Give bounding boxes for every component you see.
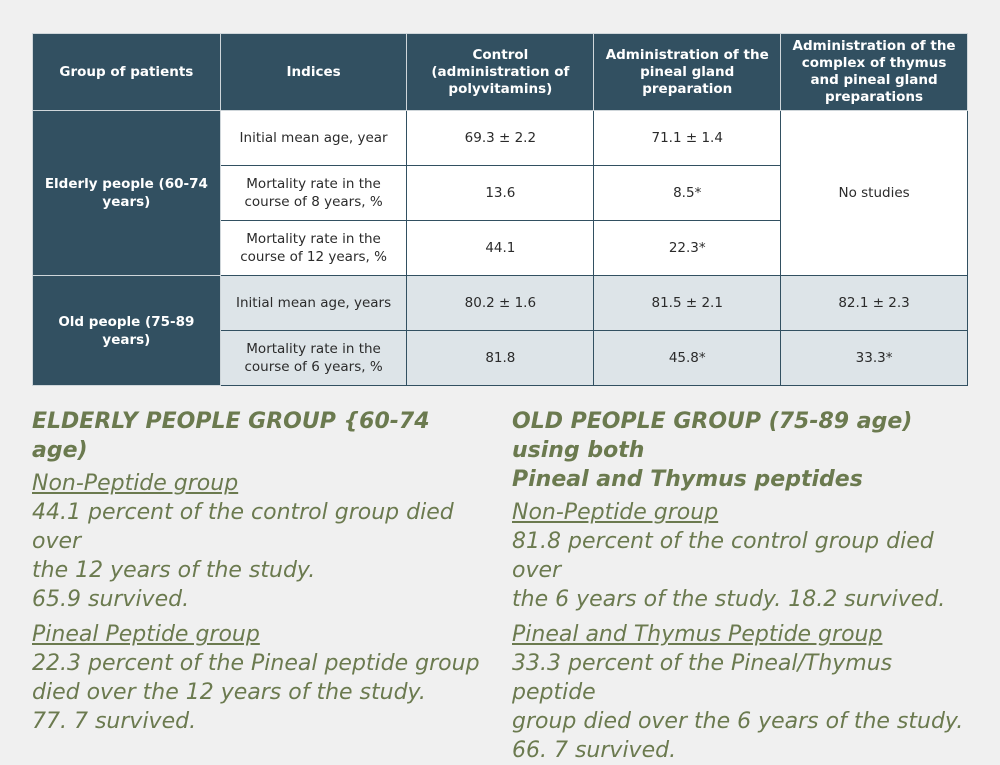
note-line: 81.8 percent of the control group died over — [512, 529, 934, 583]
table-header-row — [33, 34, 968, 111]
note-line: 77. 7 survived. — [32, 709, 197, 734]
table-row — [33, 111, 968, 166]
elderly-non-peptide-title: Non-Peptide group — [32, 471, 239, 496]
index-cell: Mortality rate in the course of 8 years, % — [220, 166, 407, 221]
control-cell: 13.6 — [407, 166, 594, 221]
elderly-heading: ELDERLY PEOPLE GROUP {60-74 age) — [32, 409, 430, 463]
complex-cell: 82.1 ± 2.3 — [781, 276, 968, 331]
note-line: 44.1 percent of the control group died over — [32, 500, 454, 554]
note-line: 22.3 percent of the Pineal peptide group — [32, 651, 480, 676]
index-cell: Initial mean age, years — [220, 276, 407, 331]
header-group-of-patients: Group of patients — [33, 34, 221, 111]
index-cell: Initial mean age, year — [220, 111, 407, 166]
old-combo-title: Pineal and Thymus Peptide group — [512, 622, 883, 647]
note-line: the 6 years of the study. 18.2 survived. — [512, 587, 946, 612]
pineal-cell: 22.3* — [594, 221, 781, 276]
control-cell: 80.2 ± 1.6 — [407, 276, 594, 331]
header-control: Control (administration of polyvitamins) — [407, 34, 594, 111]
pineal-cell: 81.5 ± 2.1 — [594, 276, 781, 331]
old-heading-line: OLD PEOPLE GROUP (75-89 age) using both — [512, 409, 913, 463]
pineal-cell: 8.5* — [594, 166, 781, 221]
pineal-cell: 45.8* — [594, 331, 781, 386]
old-notes — [512, 407, 982, 765]
complex-cell: 33.3* — [781, 331, 968, 386]
table-row — [33, 276, 968, 331]
note-line: the 12 years of the study. — [32, 558, 316, 583]
control-cell: 44.1 — [407, 221, 594, 276]
group-elderly: Elderly people (60-74 years) — [33, 111, 221, 276]
elderly-pineal-title: Pineal Peptide group — [32, 622, 260, 647]
old-non-peptide-title: Non-Peptide group — [512, 500, 719, 525]
pineal-cell: 71.1 ± 1.4 — [594, 111, 781, 166]
header-pineal: Administration of the pineal gland preparation — [594, 34, 781, 111]
elderly-notes — [32, 407, 492, 736]
control-cell: 81.8 — [407, 331, 594, 386]
complex-cell-no-studies: No studies — [781, 111, 968, 276]
old-heading-line: Pineal and Thymus peptides — [512, 467, 863, 492]
note-line: 66. 7 survived. — [512, 738, 677, 763]
note-line: died over the 12 years of the study. — [32, 680, 426, 705]
group-old: Old people (75-89 years) — [33, 276, 221, 386]
header-indices: Indices — [220, 34, 407, 111]
note-line: group died over the 6 years of the study. — [512, 709, 964, 734]
index-cell: Mortality rate in the course of 12 years, % — [220, 221, 407, 276]
control-cell: 69.3 ± 2.2 — [407, 111, 594, 166]
index-cell: Mortality rate in the course of 6 years, % — [220, 331, 407, 386]
note-line: 65.9 survived. — [32, 587, 190, 612]
header-complex: Administration of the complex of thymus and pineal gland preparations — [781, 34, 968, 111]
study-results-table — [32, 33, 968, 386]
note-line: 33.3 percent of the Pineal/Thymus peptide — [512, 651, 893, 705]
